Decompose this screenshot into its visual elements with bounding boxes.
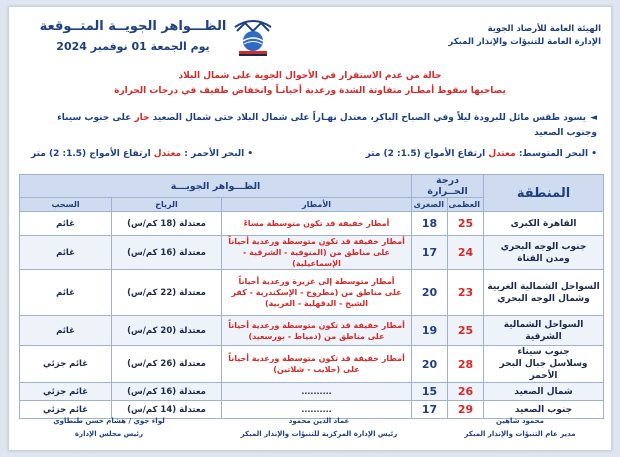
red-sea-label: البحر الأحمر : (181, 149, 245, 159)
signature-central-admin-head (209, 415, 429, 441)
row-wind: معتدلة (16 كم/س) (112, 236, 222, 270)
signature-title: مدير عام التنبؤات والإنذار المبكر (464, 430, 576, 438)
summary-bullet-continued (37, 126, 597, 141)
mediterranean-sea-state (366, 149, 597, 159)
med-sea-label: البحر المتوسط: (515, 149, 589, 159)
organization-block (448, 23, 601, 49)
headline-line-2: يصاحبها سقوط أمطـار متفاوتة الشدة ورعدية أحيانـاً وانخفاض طفيف في درجات الحرارة (114, 86, 506, 96)
header-max: العظمى (448, 198, 484, 212)
red-sea-state (31, 149, 253, 159)
row-min-temp: 19 (412, 316, 448, 346)
row-min-temp: 17 (412, 236, 448, 270)
row-rain: أمطار خفيفة قد تكون متوسطة ورعدية أحياناً على (حلايب - شلاتين) (222, 346, 412, 383)
header-phenomena: الظـــواهر الجويـــة (20, 175, 412, 198)
table-row (20, 316, 604, 346)
table-row (20, 236, 604, 270)
table-row (20, 346, 604, 383)
signature-title: رئيس الإدارة المركزية للتنبؤات والإنذار المبكر (240, 430, 398, 438)
signature-name: عماد الدين محمود (288, 417, 350, 425)
row-max-temp: 23 (448, 270, 484, 316)
header-min: الصغرى (412, 198, 448, 212)
sea-state (27, 149, 597, 165)
row-region: جنوب الصعيد (484, 401, 604, 419)
row-rain: .......... (222, 383, 412, 401)
header-wind: الرياح (112, 198, 222, 212)
row-clouds: غائم (20, 212, 112, 236)
row-wind: معتدلة (14 كم/س) (112, 401, 222, 419)
forecast-date: يوم الجمعة 01 نوفمبر 2024 (56, 40, 210, 53)
row-rain: أمطار خفيفة قد تكون متوسطة ورعدية أحياناً على مناطق من (دمياط - بورسعيد) (222, 316, 412, 346)
signature-forecast-director (445, 415, 595, 441)
row-wind: معتدلة (20 كم/س) (112, 316, 222, 346)
org-department: الإدارة العامة للتنبؤات والإنذار المبكر (448, 37, 601, 47)
summary-text-1: يسود طقس مائل للبرودة ليلاً وفي الصباح الباكر، معتدل نهـاراً على شمال البلاد حتى شمال الصعيد (149, 113, 587, 123)
header (9, 7, 611, 69)
row-region: شمال الصعيد (484, 383, 604, 401)
red-sea-waves: ارتفاع الأمواج (1.5: 2) متر (31, 149, 154, 159)
headline (9, 69, 611, 99)
row-rain: أمطار خفيفة قد تكون متوسطة ورعدية أحياناً على مناطق من (المنوفية - الشرقية - الإسماعيلية) (222, 236, 412, 270)
bullet-dot-icon: • (588, 149, 597, 159)
row-max-temp: 29 (448, 401, 484, 419)
forecast-sheet (8, 6, 612, 451)
bullet-dot-icon: ◄ (590, 113, 597, 123)
header-clouds: السحب (20, 198, 112, 212)
row-clouds: غائم جزئي (20, 346, 112, 383)
page-title: الظـــواهر الجويــة المتــوقعة (39, 19, 227, 34)
med-sea-condition: معتدل (488, 149, 516, 159)
med-sea-waves: ارتفاع الأمواج (1.5: 2) متر (365, 149, 489, 159)
header-rain: الأمطار (222, 198, 412, 212)
row-clouds: غائم جزئي (20, 383, 112, 401)
signature-name: لواء جوي / هشام حسن طنطاوي (53, 417, 165, 425)
row-wind: معتدلة (22 كم/س) (112, 270, 222, 316)
row-max-temp: 25 (448, 316, 484, 346)
row-region: السواحل الشمالية الشرقية (484, 316, 604, 346)
signature-name: محمود شاهين (495, 417, 544, 425)
row-max-temp: 28 (448, 346, 484, 383)
row-min-temp: 20 (412, 270, 448, 316)
row-min-temp: 17 (412, 401, 448, 419)
headline-line-1: حالة من عدم الاستقرار في الأحوال الجوية على شمال البلاد (178, 71, 442, 81)
weather-summary (37, 111, 597, 141)
row-wind: معتدلة (26 كم/س) (112, 346, 222, 383)
summary-bullet (37, 111, 597, 126)
row-region: السواحل الشمالية الغربية وشمال الوجه البحري (484, 270, 604, 316)
row-wind: معتدلة (18 كم/س) (112, 212, 222, 236)
row-min-temp: 15 (412, 383, 448, 401)
row-max-temp: 25 (448, 212, 484, 236)
row-min-temp: 20 (412, 346, 448, 383)
row-region: القاهرة الكبرى (484, 212, 604, 236)
row-rain: أمطار خفيفة قد تكون متوسطة مساءً (222, 212, 412, 236)
table-row (20, 212, 604, 236)
summary-text-2: على جنوب سيناء (57, 113, 135, 123)
row-max-temp: 26 (448, 383, 484, 401)
signature-board-chairman (39, 415, 179, 441)
row-clouds: غائم (20, 236, 112, 270)
org-name: الهيئة العامة للأرصاد الجوية (487, 24, 601, 34)
row-min-temp: 18 (412, 212, 448, 236)
row-rain: .......... (222, 401, 412, 419)
row-clouds: غائم (20, 316, 112, 346)
table-row (20, 270, 604, 316)
row-clouds: غائم جزئي (20, 401, 112, 419)
summary-text-3: وجنوب الصعيد (534, 128, 597, 138)
row-clouds: غائم (20, 270, 112, 316)
header-region: المنطقة (484, 175, 604, 212)
header-temperature: درجة الحــرارة (412, 175, 484, 198)
row-max-temp: 24 (448, 236, 484, 270)
summary-hot-word: حار (134, 113, 150, 123)
row-wind: معتدلة (16 كم/س) (112, 383, 222, 401)
signatures (19, 415, 603, 451)
bullet-dot-icon: • (244, 149, 254, 159)
row-region: جنوب سيناء وسلاسل جبال البحر الأحمر (484, 346, 604, 383)
row-region: جنوب الوجه البحري ومدن القناة (484, 236, 604, 270)
meteorological-authority-logo-icon (231, 17, 275, 57)
red-sea-condition: معتدل (153, 149, 182, 159)
signature-title: رئيس مجلس الإدارة (74, 430, 144, 438)
forecast-table (19, 174, 604, 419)
row-rain: أمطار متوسطة إلى غزيرة ورعدية أحياناً على مناطق من (مطروح - الإسكندرية - كفر الشيخ - الدقهلية - الغربية) (222, 270, 412, 316)
table-row (20, 383, 604, 401)
title-block (33, 19, 233, 53)
